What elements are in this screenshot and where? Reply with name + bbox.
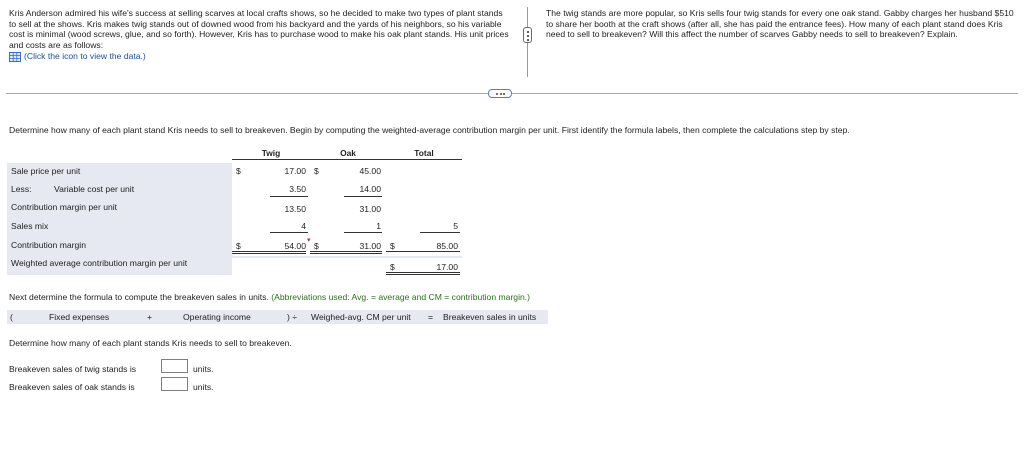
underline-total-cm: [386, 251, 460, 252]
horizontal-divider: [6, 93, 1018, 94]
cm-per-unit-twig[interactable]: 13.50: [284, 204, 306, 214]
formula-result[interactable]: Breakeven sales in units: [443, 312, 537, 322]
sale-price-oak[interactable]: 45.00: [359, 166, 381, 176]
breakeven-formula-row: [7, 310, 548, 324]
variable-cost-oak[interactable]: 14.00: [359, 184, 381, 194]
instruction-text: Determine how many of each plant stand Kris needs to sell to breakeven. Begin by computing the weighted-average contribution margin per unit. First identify the formula labels, then complete the calculations step by step.: [9, 125, 850, 135]
abbreviation-note: (Abbreviations used: Avg. = average and CM = contribution margin.): [271, 292, 531, 302]
table-grid-icon[interactable]: [9, 52, 21, 62]
oak-unit-label: units.: [193, 382, 214, 392]
subtotal-line-oak-mix: [344, 232, 382, 233]
double-line-oak-1: [310, 251, 382, 252]
currency-sign: $: [390, 262, 395, 272]
row-label-variable-cost: Variable cost per unit: [54, 184, 135, 194]
double-line-total-2: [386, 274, 460, 275]
sales-mix-twig[interactable]: 4: [301, 221, 306, 231]
contribution-margin-total[interactable]: 85.00: [436, 241, 458, 251]
formula-lead: [9, 292, 530, 302]
oak-breakeven-label: Breakeven sales of oak stands is: [9, 382, 135, 392]
subtotal-line-total-mix: [420, 232, 460, 233]
subtotal-line-twig-mix: [270, 232, 308, 233]
formula-lead-text: Next determine the formula to compute the breakeven sales in units.: [9, 292, 269, 302]
row-label-less: Less:: [11, 184, 32, 194]
double-line-oak-2: [310, 253, 382, 254]
currency-sign: $: [390, 241, 395, 251]
breakeven-prompt: Determine how many of each plant stands Kris needs to sell to breakeven.: [9, 338, 292, 348]
intro-left-text: Kris Anderson admired his wife's success at selling scarves at local crafts shows, so he decided to make two types of plant stands to sell at the shows. Kris makes twig stands out of downed wood from his backyard and the yards of his neighbors, so his variable cost is minimal (wood screws, glue, and so forth). However, Kris has to purchase wood to make his oak plant stands. His unit prices and costs are as follows:: [9, 8, 509, 50]
row-label-sale-price: Sale price per unit: [11, 166, 81, 176]
row-separator-shade: [232, 256, 462, 258]
view-data-link-text[interactable]: (Click the icon to view the data.): [24, 51, 146, 62]
formula-weighted-cm[interactable]: Weighed-avg. CM per unit: [311, 312, 411, 322]
column-header-twig: Twig: [261, 148, 281, 158]
twig-unit-label: units.: [193, 364, 214, 374]
row-label-sales-mix: Sales mix: [11, 221, 49, 231]
problem-intro-right: The twig stands are more popular, so Kris sells four twig stands for every one oak stand. Gabby charges her husband $510 to share her booth at the craft shows (after all, she has paid the entrance fees). How many of each plant stand does Kris need to sell to breakeven? Will this affect the number of scarves Gabby needs to sell to breakeven? Explain.: [546, 8, 1014, 40]
currency-sign: $: [236, 166, 241, 176]
header-underline: [232, 159, 462, 160]
weighted-avg-cm-total[interactable]: 17.00: [436, 262, 458, 272]
mouse-cursor-icon: ▾: [307, 237, 311, 244]
contribution-margin-twig[interactable]: 54.00: [284, 241, 306, 251]
sale-price-twig[interactable]: 17.00: [284, 166, 306, 176]
double-line-twig-1: [232, 251, 306, 252]
formula-equals: =: [428, 312, 434, 322]
subtotal-line-twig: [270, 196, 308, 197]
sales-mix-total[interactable]: 5: [453, 221, 458, 231]
currency-sign: $: [314, 241, 319, 251]
column-header-oak: Oak: [340, 148, 356, 158]
oak-breakeven-input[interactable]: [161, 377, 188, 391]
sales-mix-oak[interactable]: 1: [376, 221, 381, 231]
horizontal-expand-handle-icon[interactable]: [488, 89, 512, 98]
subtotal-line-oak: [344, 196, 382, 197]
formula-operating-income[interactable]: Operating income: [183, 312, 251, 322]
formula-fixed-expenses[interactable]: Fixed expenses: [49, 312, 110, 322]
row-label-contribution-margin: Contribution margin: [11, 240, 86, 250]
currency-sign: $: [236, 241, 241, 251]
variable-cost-twig[interactable]: 3.50: [289, 184, 306, 194]
row-label-cm-per-unit: Contribution margin per unit: [11, 202, 118, 212]
twig-breakeven-label: Breakeven sales of twig stands is: [9, 364, 137, 374]
formula-plus: +: [147, 312, 153, 322]
currency-sign: $: [314, 166, 319, 176]
column-header-total: Total: [414, 148, 434, 158]
formula-open-paren: (: [10, 312, 13, 322]
problem-intro-left: [9, 8, 509, 64]
double-line-twig-2: [232, 253, 306, 254]
vertical-drag-handle-icon[interactable]: [523, 27, 532, 43]
contribution-margin-oak[interactable]: 31.00: [359, 241, 381, 251]
row-label-weighted-avg-cm: Weighted average contribution margin per unit: [11, 258, 188, 268]
double-line-total-1: [386, 272, 460, 273]
twig-breakeven-input[interactable]: [161, 359, 188, 373]
view-data-link[interactable]: [9, 51, 146, 62]
formula-close-divide: ) ÷: [287, 312, 297, 322]
cm-per-unit-oak[interactable]: 31.00: [359, 204, 381, 214]
